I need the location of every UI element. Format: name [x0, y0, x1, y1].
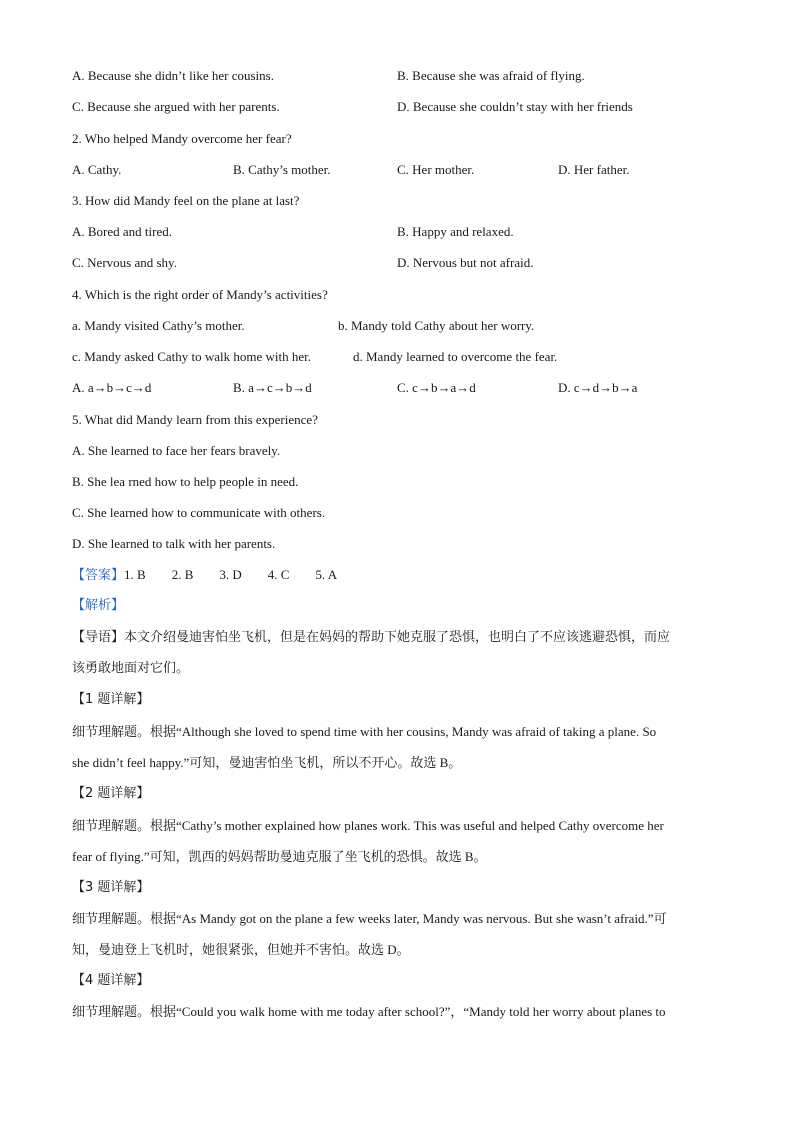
analysis-label: 【解析】: [72, 598, 125, 613]
answer-3: 3. D: [219, 567, 242, 582]
q2-option-d: D. Her father.: [558, 162, 630, 177]
answer-4: 4. C: [267, 567, 290, 582]
answer-1: 1. B: [124, 567, 146, 582]
detail-1-title: 【1 题详解】: [72, 692, 150, 707]
q4-item-b: b. Mandy told Cathy about her worry.: [338, 318, 535, 333]
answer-2: 2. B: [171, 567, 194, 582]
q4-item-a: a. Mandy visited Cathy’s mother.: [72, 318, 245, 333]
guide-label: 【导语】: [72, 630, 125, 645]
detail-3-line-1: 细节理解题。根据“As Mandy got on the plane a few weeks later, Mandy was nervous. But she wasn’t afraid.”可: [72, 911, 667, 926]
q5-stem: 5. What did Mandy learn from this experience?: [72, 412, 318, 427]
q4-option-c: C. c→b→a→d: [397, 380, 476, 395]
q4-option-b: B. a→c→b→d: [233, 380, 312, 395]
q5-option-c: C. She learned how to communicate with others.: [72, 505, 326, 520]
detail-4-line-1: 细节理解题。根据“Could you walk home with me today after school?”，“Mandy told her worry about planes to: [72, 1004, 666, 1019]
q2-option-a: A. Cathy.: [72, 162, 122, 177]
answer-row: [72, 567, 337, 584]
guide-text-1: 本文介绍曼迪害怕坐飞机，但是在妈妈的帮助下她克服了恐惧，也明白了不应该逃避恐惧，而应: [124, 630, 671, 645]
q3-option-a: A. Bored and tired.: [72, 224, 173, 239]
detail-3-line-2: 知，曼迪登上飞机时，她很紧张，但她并不害怕。故选 D。: [72, 942, 410, 957]
guide-line-1: [72, 630, 717, 646]
detail-1-line-2: she didn’t feel happy.”可知，曼迪害怕坐飞机，所以不开心。故选 B。: [72, 755, 462, 770]
q1-option-d: D. Because she couldn’t stay with her friends: [397, 99, 633, 114]
q3-stem: 3. How did Mandy feel on the plane at last?: [72, 193, 300, 208]
detail-2-line-2: fear of flying.”可知，凯西的妈妈帮助曼迪克服了坐飞机的恐惧。故选 B。: [72, 849, 487, 864]
q3-option-b: B. Happy and relaxed.: [397, 224, 514, 239]
q1-option-c: C. Because she argued with her parents.: [72, 99, 280, 114]
q4-item-c: c. Mandy asked Cathy to walk home with her.: [72, 349, 312, 364]
detail-4-title: 【4 题详解】: [72, 973, 150, 988]
q3-option-c: C. Nervous and shy.: [72, 255, 177, 270]
answer-label: 【答案】: [72, 568, 125, 583]
q4-option-d: D. c→d→b→a: [558, 380, 638, 395]
q5-option-a: A. She learned to face her fears bravely.: [72, 443, 281, 458]
q2-stem: 2. Who helped Mandy overcome her fear?: [72, 131, 292, 146]
detail-2-title: 【2 题详解】: [72, 786, 150, 801]
detail-1-line-1: 细节理解题。根据“Although she loved to spend time with her cousins, Mandy was afraid of taking a plane. So: [72, 724, 657, 739]
detail-3-title: 【3 题详解】: [72, 880, 150, 895]
q3-option-d: D. Nervous but not afraid.: [397, 255, 534, 270]
q5-option-b: B. She lea rned how to help people in need.: [72, 474, 299, 489]
q1-option-a: A. Because she didn’t like her cousins.: [72, 68, 274, 83]
q2-option-b: B. Cathy’s mother.: [233, 162, 331, 177]
q4-item-d: d. Mandy learned to overcome the fear.: [353, 349, 558, 364]
q5-option-d: D. She learned to talk with her parents.: [72, 536, 276, 551]
guide-line-2: 该勇敢地面对它们。: [72, 661, 190, 676]
q4-stem: 4. Which is the right order of Mandy’s activities?: [72, 287, 328, 302]
q1-option-b: B. Because she was afraid of flying.: [397, 68, 585, 83]
q4-option-a: A. a→b→c→d: [72, 380, 152, 395]
answer-5: 5. A: [315, 567, 338, 582]
detail-2-line-1: 细节理解题。根据“Cathy’s mother explained how planes work. This was useful and helped Cathy overcome her: [72, 818, 664, 833]
q2-option-c: C. Her mother.: [397, 162, 475, 177]
